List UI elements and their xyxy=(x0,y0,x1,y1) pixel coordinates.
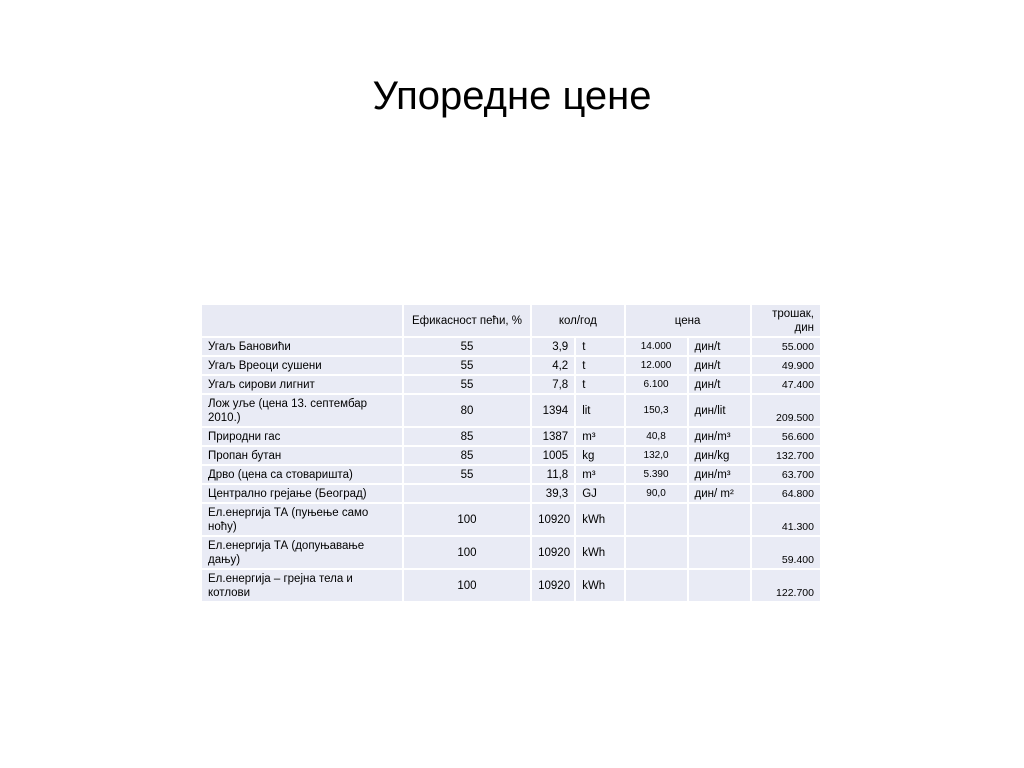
row-price-unit-cell xyxy=(689,504,750,535)
table-header-row xyxy=(202,305,820,336)
row-quantity-cell: 3,9 xyxy=(532,338,574,355)
row-name-cell: Угаљ Бановићи xyxy=(202,338,402,355)
row-quantity-cell: 1005 xyxy=(532,447,574,464)
row-quantity-cell: 7,8 xyxy=(532,376,574,393)
header-cost: трошак, дин xyxy=(752,305,820,336)
row-name-cell: Пропан бутан xyxy=(202,447,402,464)
header-efficiency: Ефикасност пећи, % xyxy=(404,305,530,336)
row-price-cell xyxy=(626,570,687,601)
table-row xyxy=(202,504,820,535)
row-price-cell: 6.100 xyxy=(626,376,687,393)
row-name-cell: Ел.енергија – грејна тела и котлови xyxy=(202,570,402,601)
row-cost-cell: 56.600 xyxy=(752,428,820,445)
row-cost-cell: 209.500 xyxy=(752,395,820,426)
row-efficiency-cell: 80 xyxy=(404,395,530,426)
row-cost-cell: 55.000 xyxy=(752,338,820,355)
table-row xyxy=(202,570,820,601)
table-row xyxy=(202,376,820,393)
row-name-cell: Ел.енергија ТА (пуњење само ноћу) xyxy=(202,504,402,535)
row-cost-cell: 41.300 xyxy=(752,504,820,535)
row-unit-cell: kg xyxy=(576,447,623,464)
table-row xyxy=(202,466,820,483)
row-quantity-cell: 1394 xyxy=(532,395,574,426)
row-price-cell: 132,0 xyxy=(626,447,687,464)
row-unit-cell: m³ xyxy=(576,428,623,445)
row-price-cell: 90,0 xyxy=(626,485,687,502)
row-price-cell: 14.000 xyxy=(626,338,687,355)
row-price-unit-cell: дин/t xyxy=(689,357,750,374)
row-quantity-cell: 10920 xyxy=(532,570,574,601)
row-price-unit-cell: дин/lit xyxy=(689,395,750,426)
row-price-cell xyxy=(626,537,687,568)
row-unit-cell: kWh xyxy=(576,504,623,535)
table-row xyxy=(202,485,820,502)
row-efficiency-cell: 85 xyxy=(404,447,530,464)
row-price-cell: 40,8 xyxy=(626,428,687,445)
row-efficiency-cell: 85 xyxy=(404,428,530,445)
row-cost-cell: 63.700 xyxy=(752,466,820,483)
row-quantity-cell: 11,8 xyxy=(532,466,574,483)
row-unit-cell: m³ xyxy=(576,466,623,483)
row-efficiency-cell: 100 xyxy=(404,537,530,568)
row-price-unit-cell: дин/m³ xyxy=(689,466,750,483)
row-name-cell: Дрво (цена са стоваришта) xyxy=(202,466,402,483)
row-efficiency-cell: 100 xyxy=(404,504,530,535)
row-unit-cell: lit xyxy=(576,395,623,426)
table-row xyxy=(202,428,820,445)
row-price-unit-cell: дин/t xyxy=(689,338,750,355)
row-name-cell: Угаљ Вреоци сушени xyxy=(202,357,402,374)
row-price-unit-cell: дин/m³ xyxy=(689,428,750,445)
row-unit-cell: t xyxy=(576,338,623,355)
row-cost-cell: 59.400 xyxy=(752,537,820,568)
row-price-cell: 5.390 xyxy=(626,466,687,483)
row-price-unit-cell: дин/t xyxy=(689,376,750,393)
row-efficiency-cell: 55 xyxy=(404,338,530,355)
row-name-cell: Природни гас xyxy=(202,428,402,445)
header-quantity: кол/год xyxy=(532,305,623,336)
row-unit-cell: t xyxy=(576,357,623,374)
row-price-cell: 150,3 xyxy=(626,395,687,426)
row-cost-cell: 64.800 xyxy=(752,485,820,502)
row-efficiency-cell xyxy=(404,485,530,502)
row-price-unit-cell xyxy=(689,537,750,568)
table-row xyxy=(202,395,820,426)
row-unit-cell: GJ xyxy=(576,485,623,502)
row-cost-cell: 132.700 xyxy=(752,447,820,464)
row-quantity-cell: 4,2 xyxy=(532,357,574,374)
row-unit-cell: t xyxy=(576,376,623,393)
row-cost-cell: 49.900 xyxy=(752,357,820,374)
row-quantity-cell: 39,3 xyxy=(532,485,574,502)
row-quantity-cell: 1387 xyxy=(532,428,574,445)
row-name-cell: Централно грејање (Београд) xyxy=(202,485,402,502)
row-price-unit-cell xyxy=(689,570,750,601)
table-row xyxy=(202,338,820,355)
row-price-cell: 12.000 xyxy=(626,357,687,374)
row-efficiency-cell: 100 xyxy=(404,570,530,601)
row-price-unit-cell: дин/ m² xyxy=(689,485,750,502)
row-unit-cell: kWh xyxy=(576,537,623,568)
row-quantity-cell: 10920 xyxy=(532,537,574,568)
header-name xyxy=(202,305,402,336)
table-row xyxy=(202,447,820,464)
table-row xyxy=(202,357,820,374)
row-quantity-cell: 10920 xyxy=(532,504,574,535)
table-body xyxy=(202,305,820,601)
row-name-cell: Лож уље (цена 13. септембар 2010.) xyxy=(202,395,402,426)
row-price-unit-cell: дин/kg xyxy=(689,447,750,464)
row-unit-cell: kWh xyxy=(576,570,623,601)
row-cost-cell: 122.700 xyxy=(752,570,820,601)
header-price: цена xyxy=(626,305,750,336)
row-efficiency-cell: 55 xyxy=(404,376,530,393)
price-comparison-table xyxy=(200,303,822,603)
slide-title: Упоредне цене xyxy=(372,74,652,118)
table-row xyxy=(202,537,820,568)
row-efficiency-cell: 55 xyxy=(404,466,530,483)
row-price-cell xyxy=(626,504,687,535)
row-cost-cell: 47.400 xyxy=(752,376,820,393)
row-name-cell: Ел.енергија ТА (допуњавање дању) xyxy=(202,537,402,568)
row-efficiency-cell: 55 xyxy=(404,357,530,374)
row-name-cell: Угаљ сирови лигнит xyxy=(202,376,402,393)
